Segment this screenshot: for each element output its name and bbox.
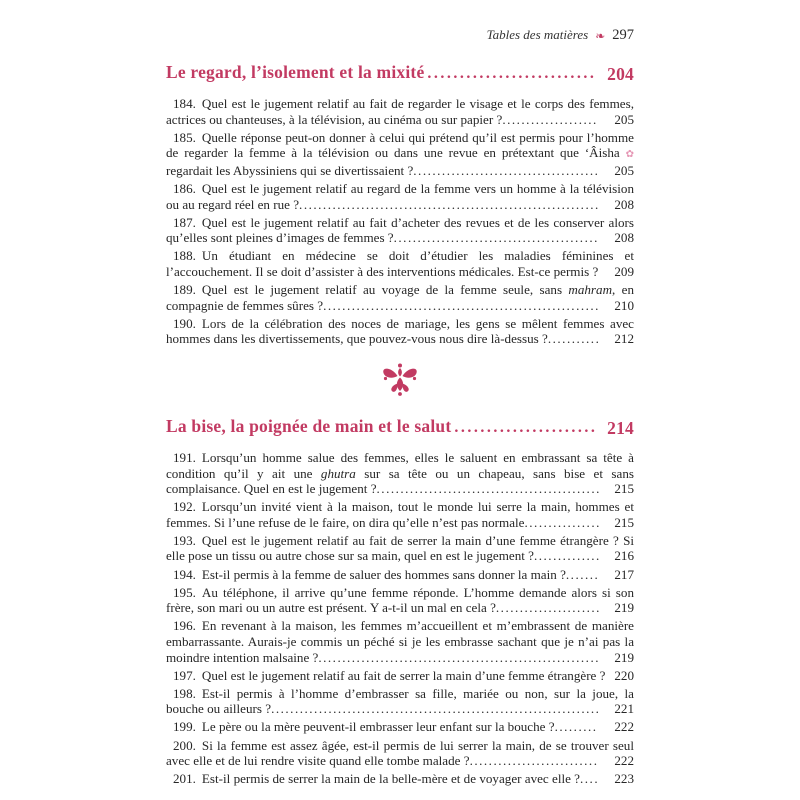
entry-page-number: 217 <box>614 566 634 582</box>
folio-page-number: 297 <box>612 27 634 43</box>
dot-leader: ....... <box>565 566 600 582</box>
toc-entry <box>166 567 634 583</box>
entry-page-number: 219 <box>614 649 634 665</box>
entry-number: 200. <box>173 737 196 753</box>
entry-page-number: 209 <box>614 263 634 279</box>
entry-page-number: 222 <box>614 719 634 735</box>
entry-number: 197. <box>173 667 196 683</box>
entry-text: Quel est le jugement relatif au regard de la femme vers un homme à la télévision ou au regard réel en rue ? <box>166 180 634 212</box>
toc-entry <box>166 738 634 769</box>
section-title: Le regard, l’isolement et la mixité <box>166 62 425 82</box>
entry-number: 193. <box>173 532 196 548</box>
toc-entry <box>166 282 634 313</box>
dot-leader: ...................... <box>454 418 598 436</box>
entry-number: 185. <box>173 129 196 145</box>
entry-text: Si la femme est assez âgée, est-il permis de lui serrer la main, de se trouver seul avec elle et de lui rendre visite quand elle tombe malade ? <box>166 737 634 769</box>
toc-entry <box>166 316 634 347</box>
entry-page-number: 222 <box>614 753 634 769</box>
entry-number: 187. <box>173 214 196 230</box>
toc-entry <box>166 215 634 246</box>
entry-page-number: 208 <box>614 196 634 212</box>
section-page-number: 214 <box>607 417 634 438</box>
entry-text: sur sa tête ou un chapeau, sans bise et sans complaisance. Quel en est le jugement ? <box>166 465 634 497</box>
entry-page-number: 205 <box>614 111 634 127</box>
toc-entry <box>166 450 634 497</box>
entry-number: 192. <box>173 499 196 515</box>
dot-leader: ................ <box>524 514 601 530</box>
section-heading <box>166 61 634 85</box>
dot-leader: ....................................... <box>413 162 600 178</box>
entry-page-number: 216 <box>614 548 634 564</box>
section-heading <box>166 415 634 439</box>
entry-number: 184. <box>173 96 196 111</box>
section-title: La bise, la poignée de main et le salut <box>166 415 452 436</box>
toc-entry <box>166 686 634 717</box>
toc-entry <box>166 618 634 665</box>
entry-text: Est-il permis à la femme de saluer des hommes sans donner la main ? <box>201 566 566 582</box>
entry-page-number: 215 <box>614 514 634 530</box>
dot-leader: ............................................................... <box>299 196 600 212</box>
entry-page-number: 220 <box>614 667 634 683</box>
toc-entry <box>166 771 634 787</box>
section-page-number: 204 <box>607 64 634 84</box>
header-ornament-icon: ❧ <box>595 29 606 43</box>
dot-leader: ........................................................... <box>318 649 600 665</box>
honorific-ornament-icon: ✿ <box>625 149 634 161</box>
entry-text: Quel est le jugement relatif au voyage de la femme seule, sans <box>201 282 569 298</box>
toc-entry <box>166 719 634 735</box>
toc-entry <box>166 499 634 530</box>
toc-entry <box>166 96 634 127</box>
entry-text: Au téléphone, il arrive qu’une femme réponde. L’homme demande alors si son frère, son mari ou un autre est présent. Y a-t-il un mal en cela ? <box>166 584 634 616</box>
dot-leader: ............................................... <box>376 481 601 497</box>
section-divider <box>166 362 634 403</box>
entry-number: 195. <box>173 584 196 600</box>
dot-leader: ..................................................................... <box>271 701 601 717</box>
entry-number: 194. <box>173 566 196 582</box>
entry-page-number: 223 <box>614 771 634 787</box>
running-head <box>166 27 634 44</box>
toc-entry <box>166 130 634 179</box>
toc-entry <box>166 533 634 564</box>
entry-page-number: 205 <box>614 162 634 178</box>
entry-text: Quel est le jugement relatif au fait de serrer la main d’une femme étrangère ? <box>201 667 606 683</box>
entry-text: Quel est le jugement relatif au fait d’acheter des revues et de les conserver alors qu’elles sont pleines d’images de femmes ? <box>166 214 634 246</box>
entry-text: , en compagnie de femmes sûres ? <box>166 282 634 313</box>
entry-number: 191. <box>173 449 196 465</box>
entry-page-number: 221 <box>614 701 634 717</box>
entry-text: Est-il permis de serrer la main de la belle-mère et de voyager avec elle ? <box>201 771 580 787</box>
entry-text: Le père ou la mère peuvent-il embrasser leur enfant sur la bouche ? <box>201 719 555 735</box>
floral-divider-icon <box>377 362 423 398</box>
entry-page-number: 219 <box>614 600 634 616</box>
entry-number: 201. <box>173 771 196 787</box>
entry-text: Quel est le jugement relatif au fait de regarder le visage et le corps des femmes, actrices ou chanteuses, à la télévision, au cinéma ou sur papier ? <box>166 96 634 127</box>
entry-text: Quelle réponse peut-on donner à celui qui prétend qu’il est permis pour l’homme de regarder la femme à la télévision ou dans une revue en prétextant que ‘Âisha <box>166 129 634 161</box>
dot-leader: ........................... <box>469 753 599 769</box>
entry-page-number: 210 <box>614 297 634 313</box>
toc-entry <box>166 181 634 212</box>
dot-leader: .......................... <box>427 65 597 82</box>
entry-text: En revenant à la maison, les femmes m’accueillent et m’embrassent de manière embarrassante. Aurais-je commis un péché si je les embrasse sachant que je n’ai pas la moindre intention malsaine ? <box>166 618 634 665</box>
entry-text-italic: ghutra <box>320 465 356 481</box>
entry-number: 199. <box>173 719 196 735</box>
dot-leader: .............. <box>533 548 601 564</box>
entry-text: Est-il permis à l’homme d’embrasser sa fille, mariée ou non, sur la joue, la bouche ou ailleurs ? <box>166 685 634 717</box>
dot-leader: ........................................... <box>393 230 599 246</box>
entry-text: Lors de la célébration des noces de mariage, les gens se mêlent femmes avec hommes dans les divertissements, que pouvez-vous nous dire là-dessus ? <box>166 315 634 347</box>
toc-entry <box>166 668 634 684</box>
entry-page-number: 215 <box>614 481 634 497</box>
dot-leader: ........... <box>547 331 601 347</box>
table-of-contents <box>166 27 634 787</box>
entry-number: 189. <box>173 282 196 298</box>
entry-number: 196. <box>173 618 196 634</box>
entry-number: 198. <box>173 685 196 701</box>
dot-leader: .......................................................... <box>323 297 600 313</box>
entry-number: 188. <box>173 248 196 264</box>
toc-entry <box>166 248 634 279</box>
entry-text-italic: mahram <box>568 282 613 298</box>
dot-leader: ......... <box>554 719 598 735</box>
dot-leader: .................... <box>502 111 598 127</box>
dot-leader: .... <box>580 771 600 787</box>
entry-page-number: 208 <box>614 230 634 246</box>
entry-text: Lorsqu’un invité vient à la maison, tout le monde lui serre la main, hommes et femmes. Si l’une refuse de le faire, on dira qu’elle n’est pas normale <box>166 499 634 530</box>
entry-number: 190. <box>173 315 196 331</box>
dot-leader: ...................... <box>495 600 601 616</box>
running-title: Tables des matières <box>486 27 589 42</box>
entry-text: regardait les Abyssiniens qui se divertissaient ? <box>166 162 414 178</box>
toc-entry <box>166 585 634 616</box>
entry-text: Quel est le jugement relatif au fait de serrer la main d’une femme étrangère ? Si elle pose un tissu ou autre chose sur sa main, quel en est le jugement ? <box>166 532 634 564</box>
entry-text: Un étudiant en médecine se doit d’étudier les maladies féminines et l’accouchement. Il se doit d’assister à des interventions médicales. Est-ce permis ? <box>166 248 634 279</box>
entry-number: 186. <box>173 180 196 196</box>
entry-text: Lorsqu’un homme salue des femmes, elles le saluent en embrassant sa tête à condition qu’il y ait une <box>166 449 634 481</box>
entry-page-number: 212 <box>614 331 634 347</box>
